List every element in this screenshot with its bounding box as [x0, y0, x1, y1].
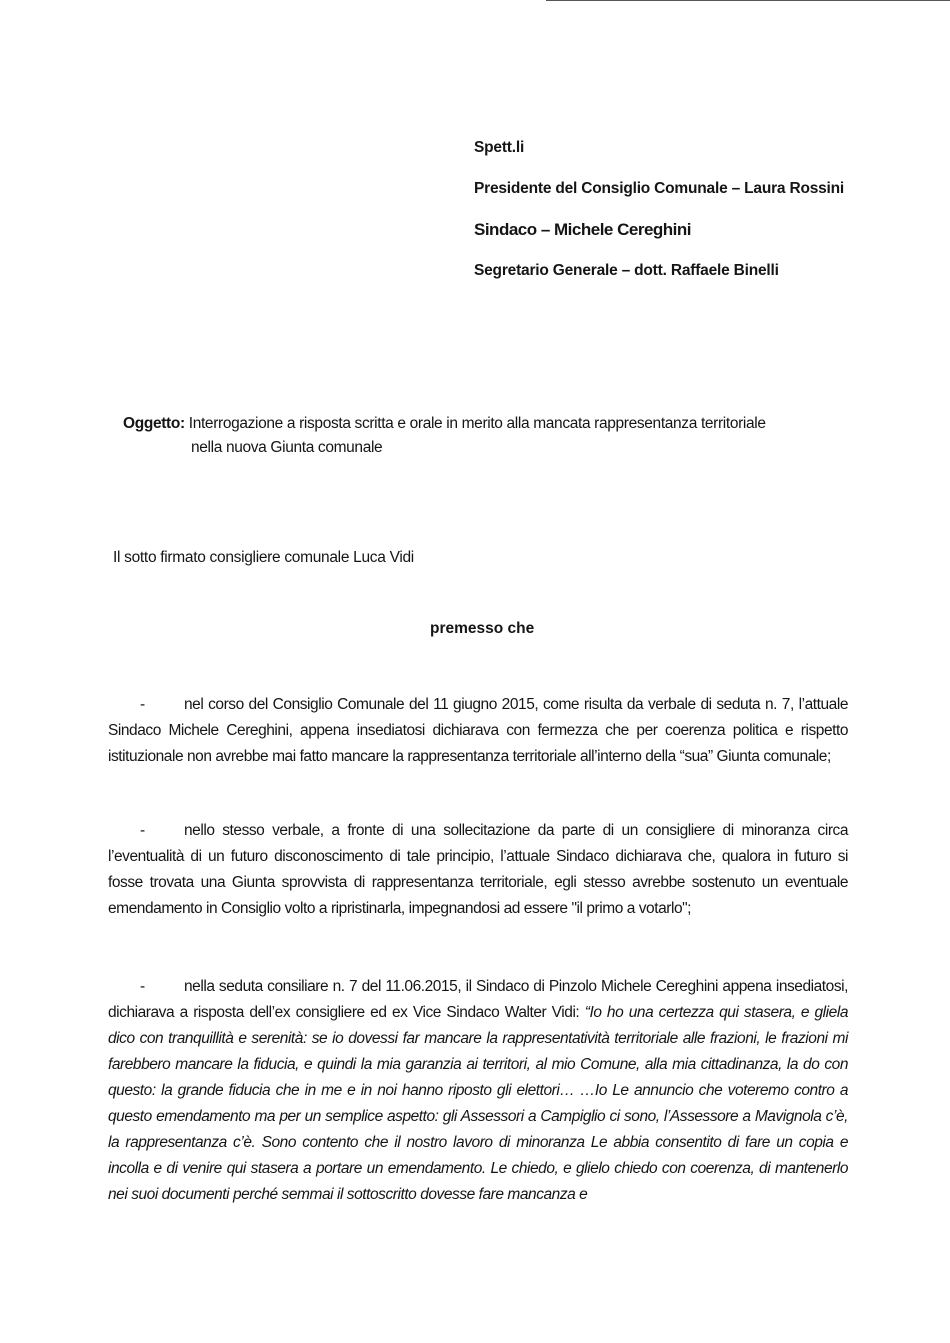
bullet-dash: -	[140, 822, 145, 839]
addressee-secretary: Segretario Generale – dott. Raffaele Binelli	[474, 262, 779, 279]
paragraph-text: nel corso del Consiglio Comunale del 11 giugno 2015, come risulta da verbale di seduta n. 7, l’attuale Sindaco Michele Cereghini, appena insediatosi dichiarava con fermezza che per coerenza politica e rispetto istituzionale non avrebbe mai fatto mancare la rappresentanza territoriale all’interno della “sua” Giunta comunale;	[108, 696, 848, 765]
subject-line-2: nella nuova Giunta comunale	[191, 439, 383, 456]
salutation: Spett.li	[474, 139, 525, 156]
addressee-block	[474, 138, 844, 302]
paragraph-text: nella seduta consiliare n. 7 del 11.06.2015, il Sindaco di Pinzolo Michele Cereghini appena insediatosi, dichiarava a risposta dell’ex consigliere ed ex Vice Sindaco Walter Vidi:	[108, 978, 848, 1021]
subject-label: Oggetto:	[123, 415, 185, 432]
mayor-quote: “Io ho una certezza qui stasera, e gliela dico con tranquillità e serenità: se io dovessi far mancare la rappresentatività territoriale alle frazioni, le frazioni mi farebbero mancare la fiducia, e quindi la mia garanzia ai territori, al mio Comune, alla mia cittadinanza, la do con questo: la grande fiducia che in me e in noi hanno riposto gli elettori… …Io Le annuncio che voteremo contro a questo emendamento ma per un semplice aspetto: gli Assessori a Campiglio ci sono, l’Assessore a Mavignola c’è, la rappresentanza c’è. Sono contento che il nostro lavoro di minoranza Le abbia consentito di fare un copia e incolla e di venire qui stasera a portare un emendamento. Le chiedo, e glielo chiedo con coerenza, di mantenerlo nei suoi documenti perché semmai il sottoscritto dovesse fare mancanza e	[108, 1004, 848, 1203]
subject-block	[123, 412, 766, 460]
bullet-dash: -	[140, 978, 145, 995]
scan-artifact-line	[546, 0, 950, 1]
paragraph-text: nello stesso verbale, a fronte di una sollecitazione da parte di un consigliere di minoranza circa l’eventualità di un futuro disconoscimento di tale principio, l’attuale Sindaco dichiarava che, qualora in futuro si fosse trovata una Giunta sprovvista di rappresentanza territoriale, egli stesso avrebbe sostenuto un eventuale emendamento in Consiglio volto a ripristinarla, impegnandosi ad essere "il primo a votarlo";	[108, 822, 848, 917]
premise-heading: premesso che	[430, 620, 535, 637]
addressee-mayor: Sindaco – Michele Cereghini	[474, 220, 692, 239]
bullet-dash: -	[140, 696, 145, 713]
premise-paragraph-2	[108, 818, 848, 922]
signer-line: Il sotto firmato consigliere comunale Luca Vidi	[113, 549, 414, 566]
premise-paragraph-1	[108, 692, 848, 770]
subject-line-1: Interrogazione a risposta scritta e orale in merito alla mancata rappresentanza territoriale	[184, 415, 766, 432]
premise-paragraph-3	[108, 974, 848, 1208]
addressee-president: Presidente del Consiglio Comunale – Laura Rossini	[474, 180, 845, 197]
